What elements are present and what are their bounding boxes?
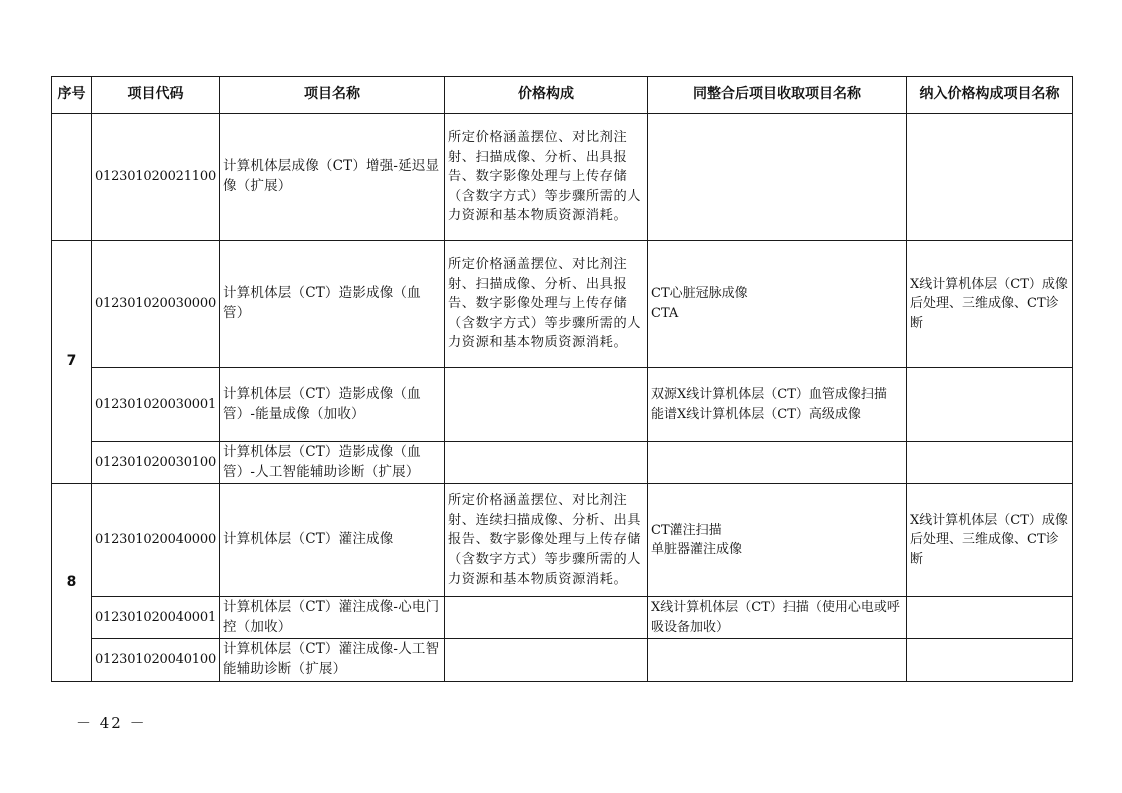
header-composition: 价格构成 <box>445 77 648 114</box>
merged-name-item: CTA <box>651 306 679 321</box>
table-row <box>52 114 1073 241</box>
included-name-item: X线计算机体层（CT）成像后处理、三维成像、CT诊断 <box>910 512 1068 567</box>
merged-names-cell <box>648 597 907 639</box>
merged-names-cell <box>648 114 907 241</box>
included-names-cell <box>907 114 1073 241</box>
included-names-cell <box>907 484 1073 597</box>
page-number: － 42 － <box>76 714 147 732</box>
header-included-names: 纳入价格构成项目名称 <box>907 77 1073 114</box>
name-cell: 计算机体层（CT）灌注成像-人工智能辅助诊断（扩展） <box>220 639 445 681</box>
seq-cell: 7 <box>52 241 92 484</box>
composition-cell <box>445 442 648 484</box>
code-cell: 012301020021100 <box>92 114 220 241</box>
composition-cell: 所定价格涵盖摆位、对比剂注射、连续扫描成像、分析、出具报告、数字影像处理与上传存储（含数字方式）等步骤所需的人力资源和基本物质资源消耗。 <box>445 484 648 597</box>
merged-names-cell <box>648 442 907 484</box>
price-table <box>51 76 1073 682</box>
included-names-cell <box>907 442 1073 484</box>
merged-name-item: 单脏器灌注成像 <box>651 542 743 558</box>
composition-cell: 所定价格涵盖摆位、对比剂注射、扫描成像、分析、出具报告、数字影像处理与上传存储（含数字方式）等步骤所需的人力资源和基本物质资源消耗。 <box>445 241 648 368</box>
merged-name-item: CT心脏冠脉成像 <box>651 286 748 302</box>
merged-names-cell <box>648 639 907 681</box>
code-cell: 012301020030000 <box>92 241 220 368</box>
merged-name-item: 双源X线计算机体层（CT）血管成像扫描 <box>651 386 887 402</box>
composition-cell <box>445 368 648 442</box>
table-row <box>52 639 1073 681</box>
code-cell: 012301020040001 <box>92 597 220 639</box>
included-names-cell <box>907 368 1073 442</box>
table-row <box>52 241 1073 368</box>
code-cell: 012301020030100 <box>92 442 220 484</box>
table-row <box>52 442 1073 484</box>
included-names-cell <box>907 241 1073 368</box>
name-cell: 计算机体层（CT）灌注成像 <box>220 484 445 597</box>
table-row <box>52 597 1073 639</box>
name-cell: 计算机体层成像（CT）增强-延迟显像（扩展） <box>220 114 445 241</box>
included-names-cell <box>907 597 1073 639</box>
included-name-item: X线计算机体层（CT）成像后处理、三维成像、CT诊断 <box>910 276 1068 331</box>
name-cell: 计算机体层（CT）灌注成像-心电门控（加收） <box>220 597 445 639</box>
table-row <box>52 484 1073 597</box>
code-cell: 012301020030001 <box>92 368 220 442</box>
merged-names-cell <box>648 241 907 368</box>
composition-cell <box>445 639 648 681</box>
name-cell: 计算机体层（CT）造影成像（血管）-能量成像（加收） <box>220 368 445 442</box>
composition-cell: 所定价格涵盖摆位、对比剂注射、扫描成像、分析、出具报告、数字影像处理与上传存储（含数字方式）等步骤所需的人力资源和基本物质资源消耗。 <box>445 114 648 241</box>
header-merged-names: 同整合后项目收取项目名称 <box>648 77 907 114</box>
table-row <box>52 368 1073 442</box>
merged-name-item: CT灌注扫描 <box>651 522 722 538</box>
merged-names-cell <box>648 484 907 597</box>
merged-name-item: X线计算机体层（CT）扫描（使用心电或呼吸设备加收） <box>651 600 900 635</box>
seq-cell <box>52 114 92 241</box>
composition-cell <box>445 597 648 639</box>
merged-names-cell <box>648 368 907 442</box>
header-code: 项目代码 <box>92 77 220 114</box>
merged-name-item: 能谱X线计算机体层（CT）高级成像 <box>651 406 861 422</box>
seq-cell: 8 <box>52 484 92 681</box>
code-cell: 012301020040100 <box>92 639 220 681</box>
code-cell: 012301020040000 <box>92 484 220 597</box>
header-name: 项目名称 <box>220 77 445 114</box>
table-header-row <box>52 77 1073 114</box>
header-seq: 序号 <box>52 77 92 114</box>
name-cell: 计算机体层（CT）造影成像（血管）-人工智能辅助诊断（扩展） <box>220 442 445 484</box>
name-cell: 计算机体层（CT）造影成像（血管） <box>220 241 445 368</box>
included-names-cell <box>907 639 1073 681</box>
